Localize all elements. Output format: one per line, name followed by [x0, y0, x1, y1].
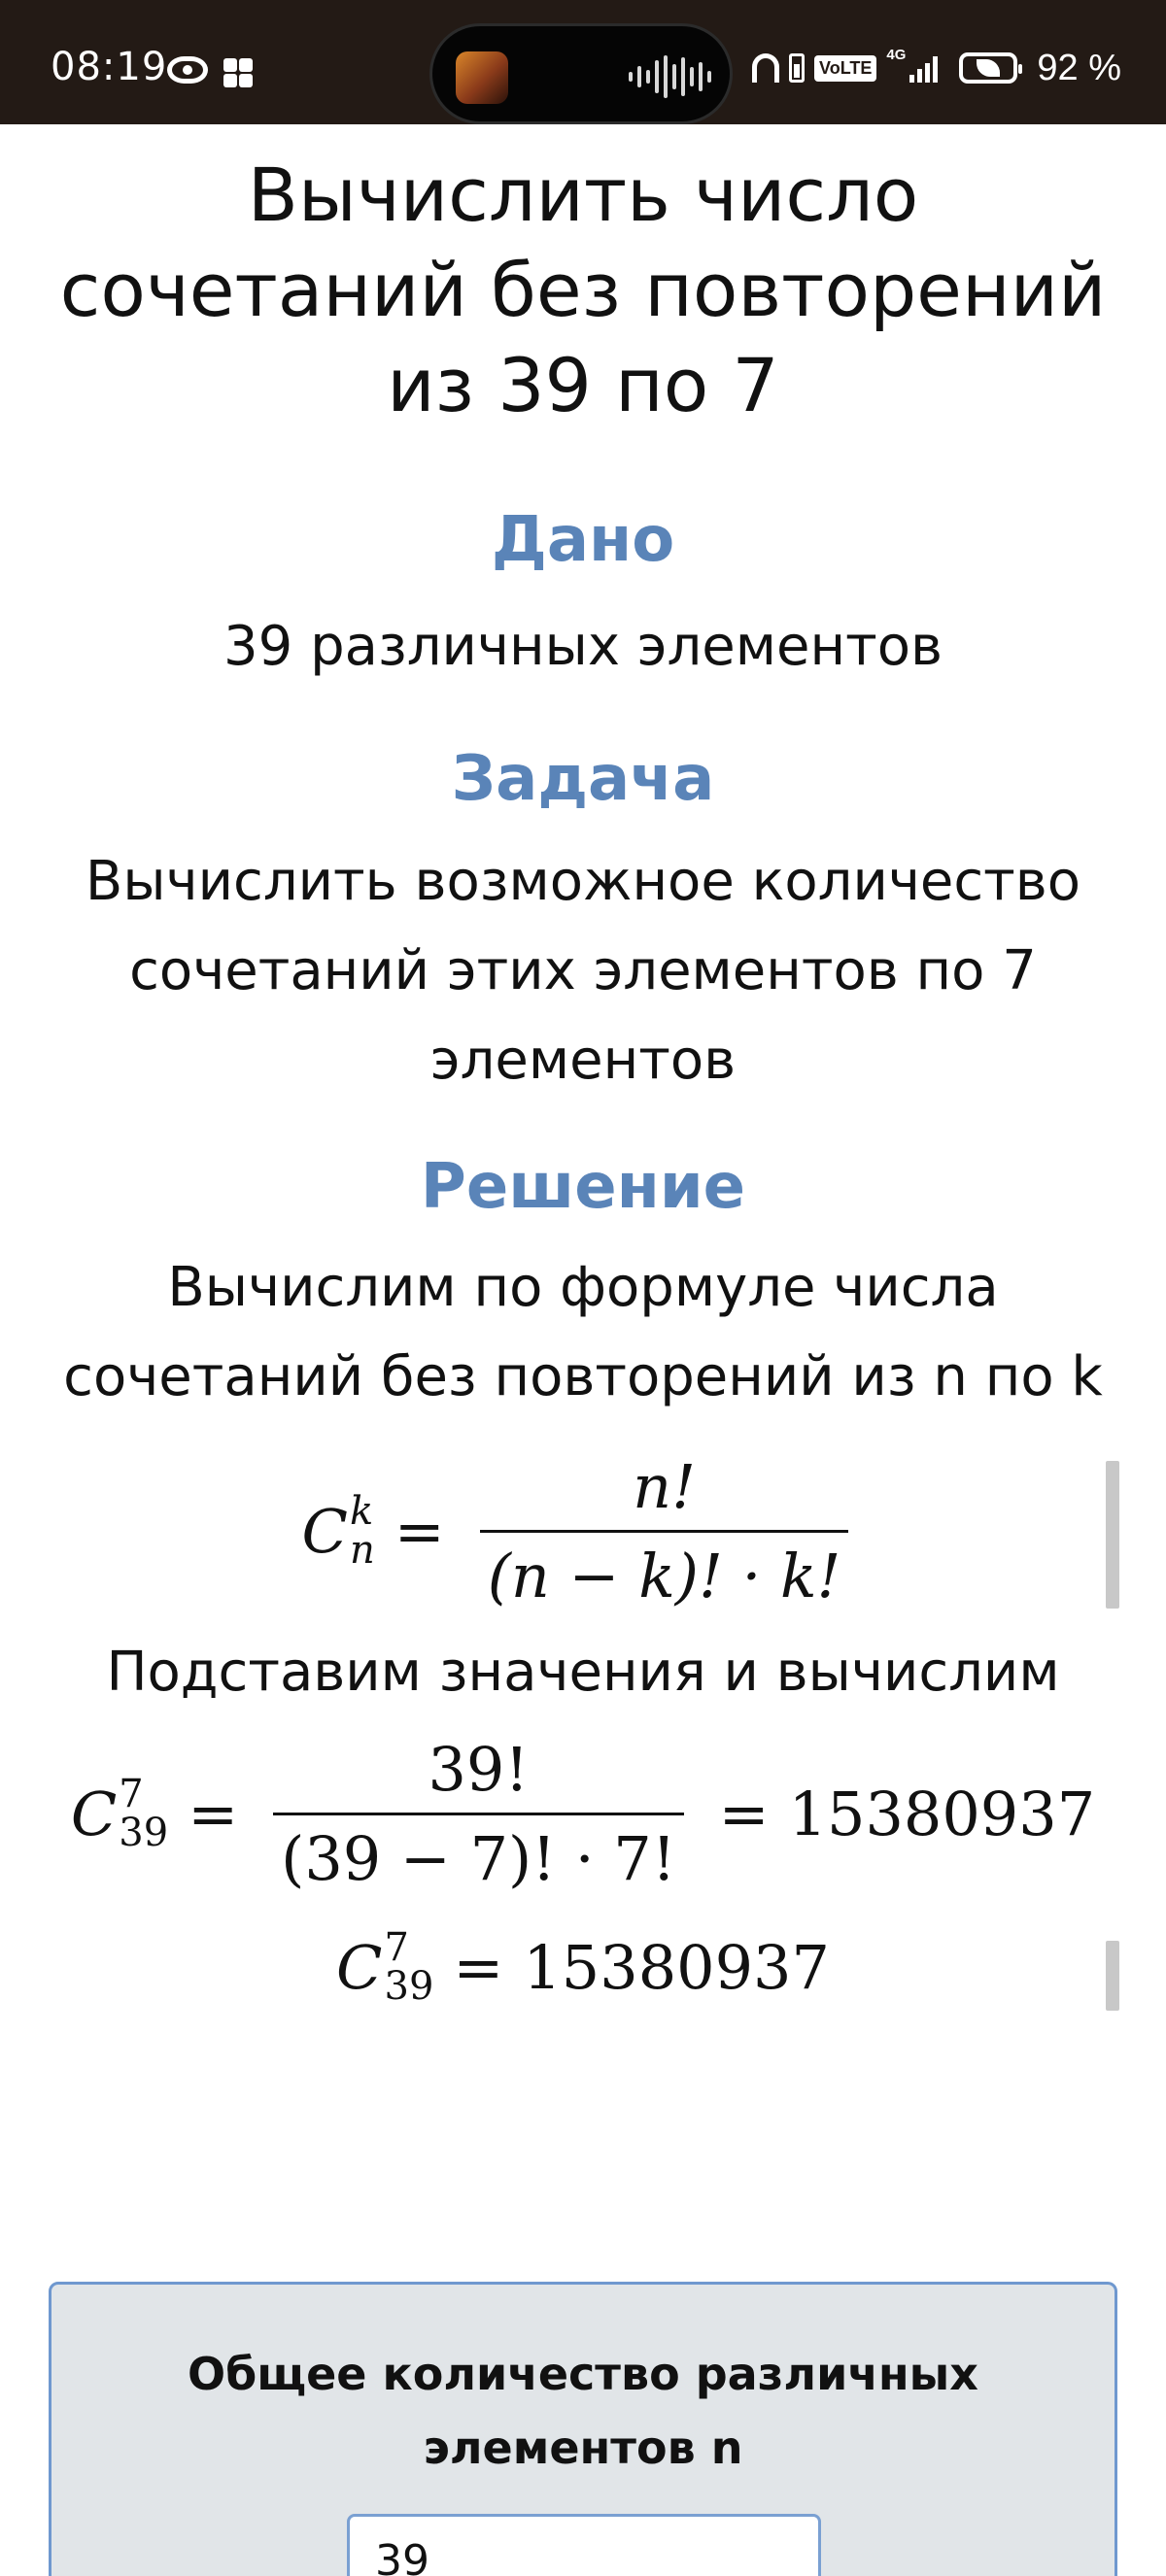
media-island[interactable] [429, 23, 733, 124]
small-battery-icon [789, 53, 805, 83]
subst-equals: = [188, 1778, 239, 1849]
given-heading: Дано [491, 504, 675, 576]
combination-formula [0, 1450, 1166, 1611]
result-c-symbol: C [336, 1931, 383, 2003]
subst-denominator: (39 − 7)! · 7! [273, 1813, 683, 1894]
result-indices [384, 1925, 434, 2009]
network-type-label: 4G [886, 47, 907, 63]
task-heading: Задача [451, 743, 715, 815]
page-title: Вычислить число сочетаний без повторений из 39 по 7 [59, 152, 1107, 428]
audio-waveform-icon [629, 55, 711, 98]
status-time: 08:19 [51, 45, 168, 89]
formula-sup: k [349, 1489, 374, 1534]
subst-fraction [273, 1734, 683, 1894]
solution-intro: Вычислим по формуле числа сочетаний без повторений из n по k [63, 1256, 1103, 1408]
substitution-formula [0, 1731, 1166, 1896]
formula-scrollbar[interactable] [1106, 1461, 1119, 1609]
battery-percent: 92 % [1037, 47, 1121, 88]
result-formula [0, 1914, 1166, 2020]
subst-sup: 7 [119, 1772, 144, 1816]
result-scrollbar[interactable] [1106, 1941, 1119, 2011]
result-sup: 7 [384, 1925, 409, 1970]
battery-saver-icon [959, 52, 1017, 84]
solution-heading: Решение [420, 1151, 746, 1223]
status-bar [0, 0, 1166, 124]
result-equals: = [453, 1931, 504, 2003]
formula-sub: n [349, 1528, 375, 1573]
given-text: 39 различных элементов [223, 615, 943, 678]
formula-numerator: n! [633, 1450, 697, 1522]
task-text: Вычислить возможное количество сочетаний этих элементов по 7 элементов [85, 850, 1081, 1092]
subst-sub: 39 [119, 1811, 169, 1855]
subst-c-symbol: C [70, 1778, 118, 1849]
calculator-panel [49, 2282, 1117, 2576]
subst-indices [119, 1772, 169, 1855]
subst-equals-2: = [718, 1778, 770, 1849]
result-sub: 39 [384, 1964, 434, 2009]
page-content [0, 124, 1166, 2020]
status-icons [752, 49, 1121, 87]
gift-icon [222, 56, 255, 89]
n-input[interactable]: 39 [347, 2514, 821, 2576]
signal-icon [909, 53, 938, 83]
formula-fraction [480, 1451, 849, 1611]
calculator-n-label: Общее количество различных элементов n [188, 2348, 978, 2474]
result-value: 15380937 [523, 1931, 830, 2003]
substitute-text: Подставим значения и вычислим [106, 1641, 1060, 1704]
volte-icon: VoLTE [814, 55, 876, 82]
album-art-thumbnail [456, 51, 508, 104]
subst-value: 15380937 [788, 1778, 1096, 1849]
formula-c-symbol: C [301, 1495, 348, 1567]
formula-equals: = [394, 1495, 445, 1567]
headphones-icon [752, 53, 779, 83]
formula-indices [349, 1489, 375, 1573]
subst-numerator: 39! [428, 1733, 530, 1805]
formula-denominator: (n − k)! · k! [480, 1530, 849, 1611]
eye-icon [167, 56, 208, 84]
